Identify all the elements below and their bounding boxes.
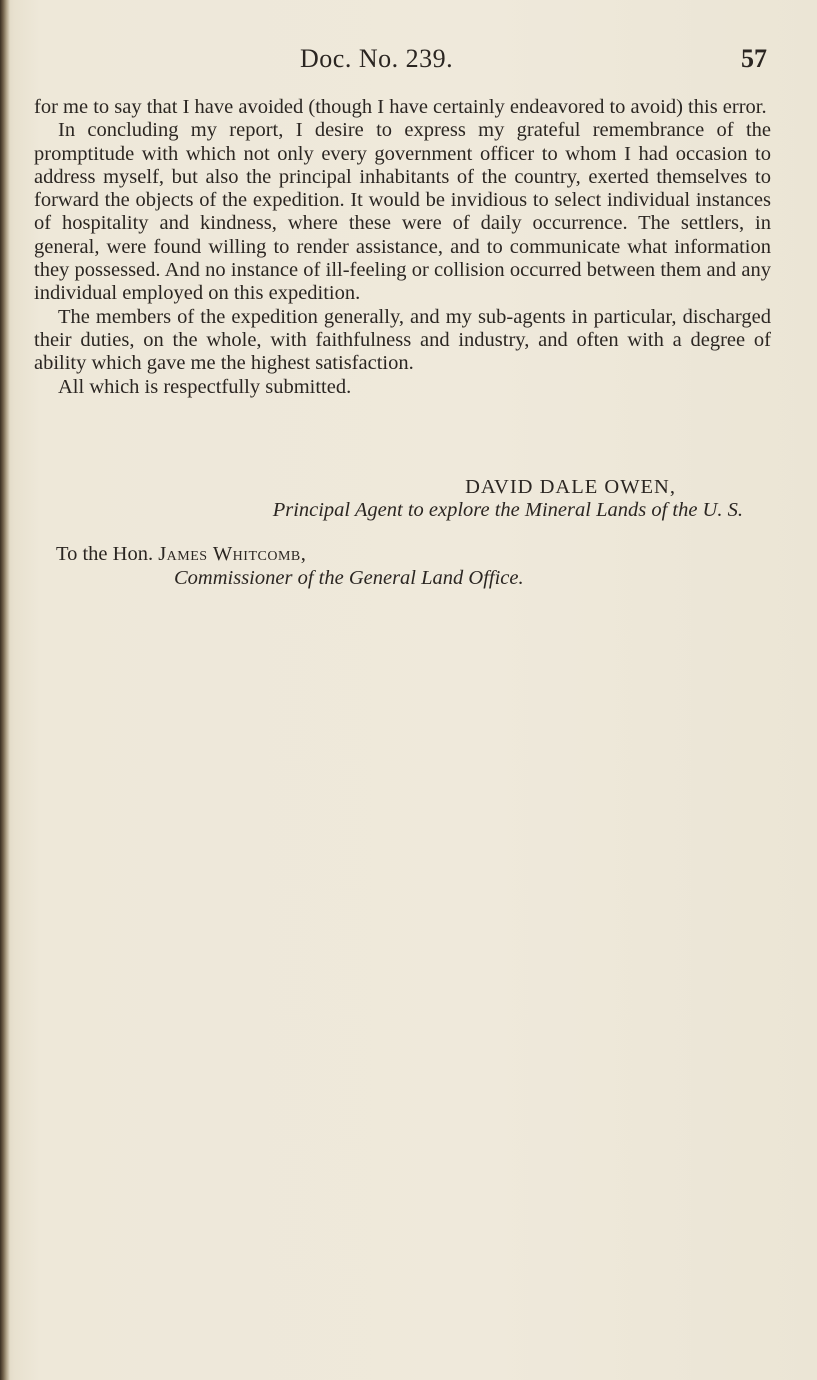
addressee-name: James Whitcomb,	[158, 543, 307, 565]
signature-title: Principal Agent to explore the Mineral Lands of the U. S.	[272, 499, 743, 521]
closing-line: All which is respectfully submitted.	[58, 375, 352, 398]
signature-name: DAVID DALE OWEN,	[465, 476, 676, 498]
paragraph-members: The members of the expedition generally, and my sub-agents in particular, discharged their duties, on the whole, with faithfulness and industry, and often with a degree of ability which gave me the highest satisfaction.	[34, 305, 771, 375]
addressee-line	[56, 543, 524, 566]
page-header	[0, 44, 817, 78]
page-number: 57	[741, 44, 767, 73]
addressee-prefix: To the Hon.	[56, 543, 154, 565]
addressee-block	[56, 543, 524, 590]
binding-edge	[0, 0, 10, 1380]
paragraph-concluding: In concluding my report, I desire to express my grateful remembrance of the promptitude with which not only every government officer to whom I had occasion to address myself, but also the principal inhabitants of the country, exerted themselves to forward the objects of the expedition. It would be invidious to select individual instances of hospitality and kindness, where these were of daily occurrence. The settlers, in general, were found willing to render assistance, and to communicate what information they possessed. And no instance of ill-feeling or collision occurred between them and any individual employed on this expedition.	[34, 119, 771, 305]
running-title: Doc. No. 239.	[300, 44, 454, 73]
paragraph-continuation: for me to say that I have avoided (though I have certainly endeavored to avoid) this error.	[34, 96, 767, 118]
addressee-office: Commissioner of the General Land Office.	[174, 567, 524, 589]
body-text	[34, 96, 771, 399]
